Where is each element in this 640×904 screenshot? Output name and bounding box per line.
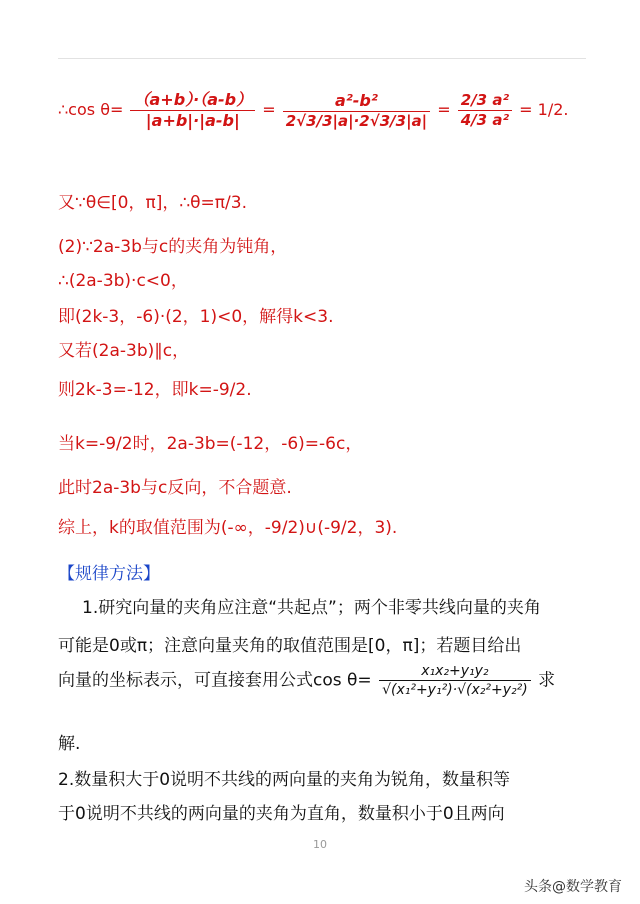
equals-3: = bbox=[519, 100, 533, 119]
page-number: 10 bbox=[313, 838, 327, 851]
method-p1-line3 bbox=[58, 664, 555, 697]
k-range-conclusion: 综上，k的取值范围为(-∞，-9/2)∪(-9/2，3). bbox=[58, 518, 398, 538]
fraction-1-denominator: |a+b|·|a-b| bbox=[130, 110, 255, 129]
method-p1-line2: 可能是0或π；注意向量夹角的取值范围是[0，π]；若题目给出 bbox=[58, 636, 522, 656]
dot-product-negative: ∴(2a-3b)·c<0， bbox=[58, 271, 188, 291]
top-divider bbox=[58, 58, 586, 59]
fraction-3-numerator: 2/3 a² bbox=[460, 91, 510, 109]
fraction-3 bbox=[458, 93, 512, 128]
cos-result: 1/2. bbox=[537, 100, 569, 119]
method-heading: 【规律方法】 bbox=[58, 564, 160, 584]
theta-line: 又∵θ∈[0，π]，∴θ=π/3. bbox=[58, 193, 247, 213]
cos-formula-numerator: x₁x₂+y₁y₂ bbox=[421, 663, 489, 679]
fraction-1 bbox=[130, 92, 255, 129]
equals-1: = bbox=[262, 100, 276, 119]
parallel-case: 又若(2a-3b)∥c， bbox=[58, 341, 190, 361]
cos-formula-denominator: √(x₁²+y₁²)·√(x₂²+y₂²) bbox=[379, 680, 531, 697]
substitute-k: 当k=-9/2时，2a-3b=(-12，-6)=-6c， bbox=[58, 434, 363, 454]
solve-k-inequality: 即(2k-3，-6)·(2，1)<0，解得k<3. bbox=[58, 307, 334, 327]
fraction-2-denominator: 2√3/3|a|·2√3/3|a| bbox=[283, 111, 430, 129]
fraction-2 bbox=[283, 90, 430, 130]
method-p2-line2: 于0说明不共线的两向量的夹角为直角，数量积小于0且两向 bbox=[58, 804, 505, 824]
cos-derivation bbox=[58, 92, 568, 129]
cos-formula bbox=[379, 664, 531, 697]
fraction-1-numerator: （a+b）·（a-b） bbox=[133, 90, 253, 109]
fraction-3-denominator: 4/3 a² bbox=[458, 110, 512, 128]
formula-prefix: 向量的坐标表示，可直接套用公式cos θ= bbox=[58, 670, 372, 691]
watermark: 头条@数学教育 bbox=[524, 879, 622, 895]
part2-condition: (2)∵2a-3b与c的夹角为钝角， bbox=[58, 237, 288, 257]
fraction-2-numerator: a²-b² bbox=[334, 90, 378, 110]
equals-2: = bbox=[437, 100, 451, 119]
parallel-k-value: 则2k-3=-12，即k=-9/2. bbox=[58, 380, 252, 400]
method-p1-line4: 解. bbox=[58, 734, 81, 754]
cos-prefix: ∴cos θ= bbox=[58, 100, 124, 119]
method-p1-line1: 1.研究向量的夹角应注意“共起点”；两个非零共线向量的夹角 bbox=[82, 598, 541, 618]
formula-suffix: 求 bbox=[538, 670, 556, 691]
method-p2-line1: 2.数量积大于0说明不共线的两向量的夹角为锐角，数量积等 bbox=[58, 770, 511, 790]
opposite-direction: 此时2a-3b与c反向，不合题意. bbox=[58, 478, 292, 498]
